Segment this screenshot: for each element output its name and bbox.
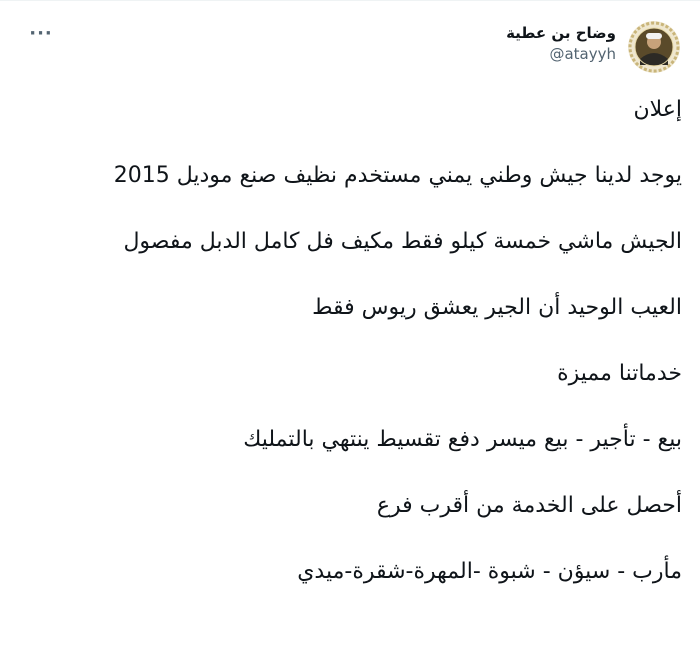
author-display-name[interactable]: وضاح بن عطية <box>506 24 616 42</box>
tweet-paragraph: يوجد لدينا جيش وطني يمني مستخدم نظيف صنع موديل 2015 <box>113 163 682 188</box>
tweet-paragraph: خدماتنا مميزة <box>557 361 682 386</box>
avatar[interactable] <box>628 21 680 73</box>
profile-photo-icon <box>628 21 680 73</box>
tweet-paragraph: إعلان <box>633 97 682 122</box>
tweet-paragraph: مأرب - سيؤن - شبوة -المهرة-شقرة-ميدي <box>297 559 682 584</box>
more-options-button[interactable] <box>24 19 58 47</box>
tweet-paragraph: بيع - تأجير - بيع ميسر دفع تقسيط ينتهي بالتمليك <box>243 427 682 452</box>
author-handle[interactable]: @atayyh <box>549 45 616 63</box>
tweet-paragraph: أحصل على الخدمة من أقرب فرع <box>376 493 682 518</box>
more-icon: ··· <box>29 22 53 44</box>
tweet-header <box>20 19 680 75</box>
tweet-paragraph: العيب الوحيد أن الجير يعشق ريوس فقط <box>312 295 682 320</box>
author-identity[interactable] <box>506 23 616 65</box>
tweet-text <box>20 93 682 621</box>
tweet-paragraph: الجيش ماشي خمسة كيلو فقط مكيف فل كامل الدبل مفصول <box>123 229 682 254</box>
